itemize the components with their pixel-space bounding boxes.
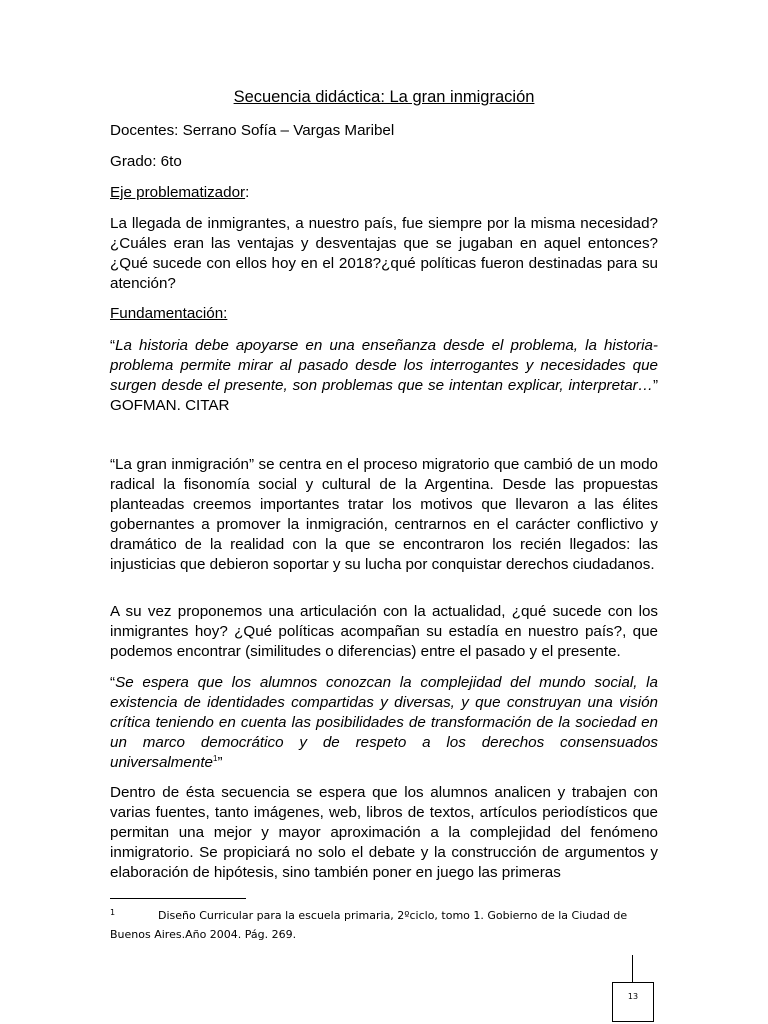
grado-line: Grado: 6to bbox=[110, 153, 182, 170]
eje-heading bbox=[110, 183, 249, 203]
footnote-separator bbox=[110, 898, 246, 899]
quote-diseno-curricular bbox=[110, 673, 658, 773]
footnote-marker: 1 bbox=[110, 908, 116, 917]
paragraph-gran-inmigracion: “La gran inmigración” se centra en el proceso migratorio que cambió de un modo radical la fisonomía social y cultural de la Argentina. Desde las propuestas planteadas creemos importantes tratar los motivos que llevaron a las élites gobernantes a promover la inmigración, centrarnos en el carácter conflictivo y dramático de la realidad con la que se encontraron los recién llegados: las injusticias que debieron soportar y su lucha por conquistar derechos ciudadanos. bbox=[110, 456, 658, 573]
quote2-close: ” bbox=[217, 753, 223, 771]
quote1-text: La historia debe apoyarse en una enseñanza desde el problema, la historia-problema permite mirar al pasado desde los interrogantes y necesidades que surgen desde el presente, son problemas que se intentan explicar, interpretar… bbox=[110, 337, 658, 394]
footnote-reference[interactable]: 1 bbox=[213, 753, 218, 763]
paragraph-actualidad: A su vez proponemos una articulación con la actualidad, ¿qué sucede con los inmigrantes hoy? ¿Qué políticas acompañan su estadía en nuestro país?, que podemos encontrar (similitudes o diferencias) entre el pasado y el presente. bbox=[110, 603, 658, 660]
quote1-close: ” GOFMAN. CITAR bbox=[110, 376, 658, 414]
quote2-text: Se espera que los alumnos conozcan la complejidad del mundo social, la existencia de identidades compartidas y diversas, y que construyan una visión crítica teniendo en cuenta las posibilidades de transformación de la sociedad en un marco democrático y de respeto a los derechos consensuados universalmente bbox=[110, 674, 658, 771]
eje-heading-colon: : bbox=[245, 184, 250, 201]
page-number: 13 bbox=[612, 982, 654, 1022]
quote1-open: “ bbox=[110, 337, 116, 354]
footnote-text: Diseño Curricular para la escuela primaria, 2ºciclo, tomo 1. Gobierno de la Ciudad de Buenos Aires.Año 2004. Pág. 269. bbox=[110, 909, 628, 941]
eje-heading-label: Eje problematizador bbox=[110, 184, 246, 201]
quote2-open: “ bbox=[110, 674, 116, 691]
paragraph-fuentes: Dentro de ésta secuencia se espera que los alumnos analicen y trabajen con varias fuentes, tanto imágenes, web, libros de textos, artículos periodísticos que permitan una mejor y mayor aproximación a la complejidad del fenómeno inmigratorio. Se propiciará no solo el debate y la construcción de argumentos y elaboración de hipótesis, sino también poner en juego las primeras bbox=[110, 784, 658, 881]
page-number-connector bbox=[632, 955, 633, 982]
footnote bbox=[110, 903, 658, 944]
quote-gofman bbox=[110, 336, 658, 416]
eje-paragraph: La llegada de inmigrantes, a nuestro país, fue siempre por la misma necesidad? ¿Cuáles eran las ventajas y desventajas que se jugaban en aquel entonces? ¿Qué sucede con ellos hoy en el 2018?¿qué políticas fueron destinadas para su atención? bbox=[110, 215, 658, 292]
fundamentacion-heading: Fundamentación: bbox=[110, 305, 228, 322]
docentes-line: Docentes: Serrano Sofía – Vargas Maribel bbox=[110, 122, 395, 139]
document-title: Secuencia didáctica: La gran inmigración bbox=[233, 88, 535, 106]
